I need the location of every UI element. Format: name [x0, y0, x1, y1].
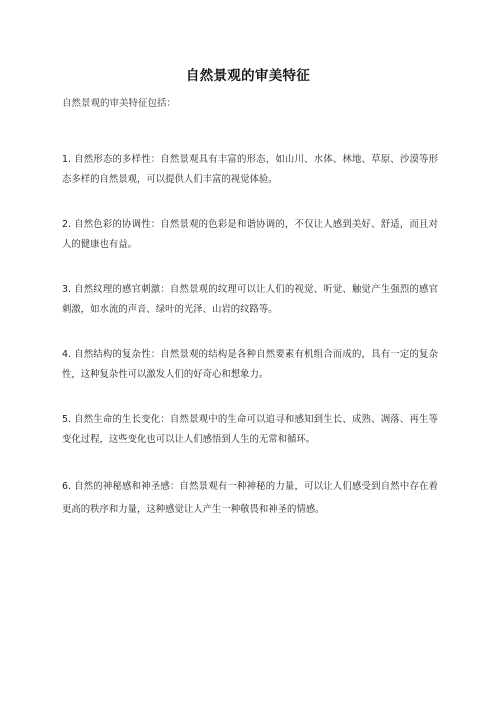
intro-text: 自然景观的审美特征包括： [62, 98, 177, 109]
item-list [62, 150, 438, 546]
page-title: 自然景观的审美特征 [185, 68, 311, 84]
list-item: 3. 自然纹理的感官刺激：自然景观的纹理可以让人们的视觉、听觉、触觉产生强烈的感官刺激，如水流的声音、绿叶的光泽、山岩的纹路等。 [62, 284, 438, 315]
list-item: 2. 自然色彩的协调性：自然景观的色彩是和谐协调的，不仅让人感到美好、舒适，而且对人的健康也有益。 [62, 219, 438, 250]
list-item: 5. 自然生命的生长变化：自然景观中的生命可以追寻和感知到生长、成熟、凋落、再生等变化过程，这些变化也可以让人们感悟到人生的无常和循环。 [62, 414, 438, 445]
list-item: 1. 自然形态的多样性：自然景观具有丰富的形态，如山川、水体、林地、草原、沙漠等形态多样的自然景观，可以提供人们丰富的视觉体验。 [62, 154, 438, 185]
list-item: 6. 自然的神秘感和神圣感：自然景观有一种神秘的力量，可以让人们感受到自然中存在着更高的秩序和力量，这种感觉让人产生一种敬畏和神圣的情感。 [62, 481, 438, 515]
list-item: 4. 自然结构的复杂性：自然景观的结构是各种自然要素有机组合而成的，具有一定的复杂性，这种复杂性可以激发人们的好奇心和想象力。 [62, 349, 438, 380]
